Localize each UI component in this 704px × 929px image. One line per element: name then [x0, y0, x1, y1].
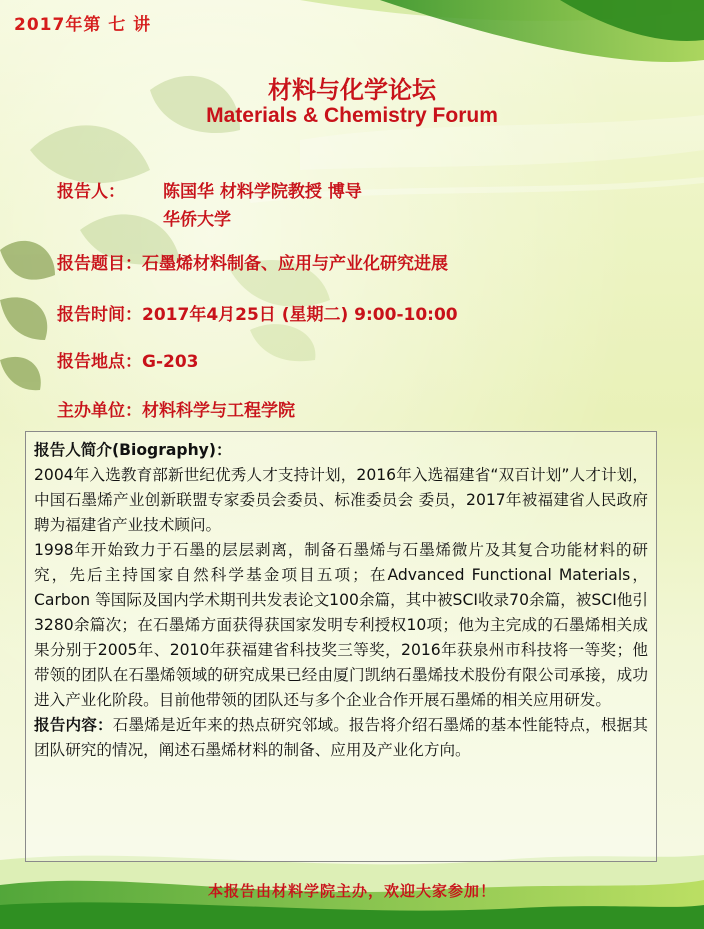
host-value: 材料科学与工程学院	[142, 401, 295, 421]
host-row	[57, 396, 295, 421]
topic-label: 报告题目：	[57, 254, 142, 274]
host-label: 主办单位：	[57, 401, 142, 421]
forum-title-english: Materials & Chemistry Forum	[206, 104, 498, 127]
speaker-name-title: 陈国华 材料学院教授 博导	[163, 182, 362, 202]
forum-title-chinese: 材料与化学论坛	[268, 76, 436, 104]
place-value: G-203	[142, 352, 199, 372]
topic-row	[57, 249, 448, 274]
time-row	[57, 300, 458, 325]
report-content	[34, 713, 648, 763]
speaker-label: 报告人：	[57, 182, 125, 202]
time-label: 报告时间：	[57, 305, 142, 325]
time-value: 2017年4月25日 (星期二) 9:00-10:00	[142, 305, 458, 325]
biography-heading: 报告人简介(Biography)：	[34, 441, 232, 459]
footer-note: 本报告由材料学院主办，欢迎大家参加！	[207, 882, 496, 900]
topic-value: 石墨烯材料制备、应用与产业化研究进展	[142, 254, 448, 274]
report-content-label: 报告内容：	[34, 716, 113, 734]
biography-paragraph-1: 2004年入选教育部新世纪优秀人才支持计划，2016年入选福建省“双百计划”人才计划，中国石墨烯产业创新联盟专家委员会委员、标准委员会 委员，2017年被福建省人民政府聘为福建省产业技术顾问。	[34, 466, 648, 534]
biography-paragraph-2: 1998年开始致力于石墨的层层剥离，制备石墨烯与石墨烯微片及其复合功能材料的研究，先后主持国家自然科学基金项目五项；在Advanced Functional Materials，Carbon 等国际及国内学术期刊共发表论文100余篇，其中被SCI收录70余篇，被SCI他引3280余篇次；在石墨烯方面获得获国家发明专利授权10项；他为主完成的石墨烯相关成果分别于2005年、2010年获福建省科技奖三等奖，2016年获泉州市科技将一等奖；他带领的团队在石墨烯领域的研究成果已经由厦门凯纳石墨烯技术股份有限公司承接，成功进入产业化阶段。目前他带领的团队还与多个企业合作开展石墨烯的相关应用研发。	[34, 541, 648, 709]
place-row	[57, 347, 199, 372]
place-label: 报告地点：	[57, 352, 142, 372]
speaker-affiliation: 华侨大学	[163, 210, 231, 230]
lecture-series-label: 2017年第 七 讲	[14, 15, 152, 35]
biography-box	[25, 431, 657, 862]
report-content-text: 石墨烯是近年来的热点研究邻域。报告将介绍石墨烯的基本性能特点，根据其团队研究的情况，阐述石墨烯材料的制备、应用及产业化方向。	[34, 716, 648, 759]
